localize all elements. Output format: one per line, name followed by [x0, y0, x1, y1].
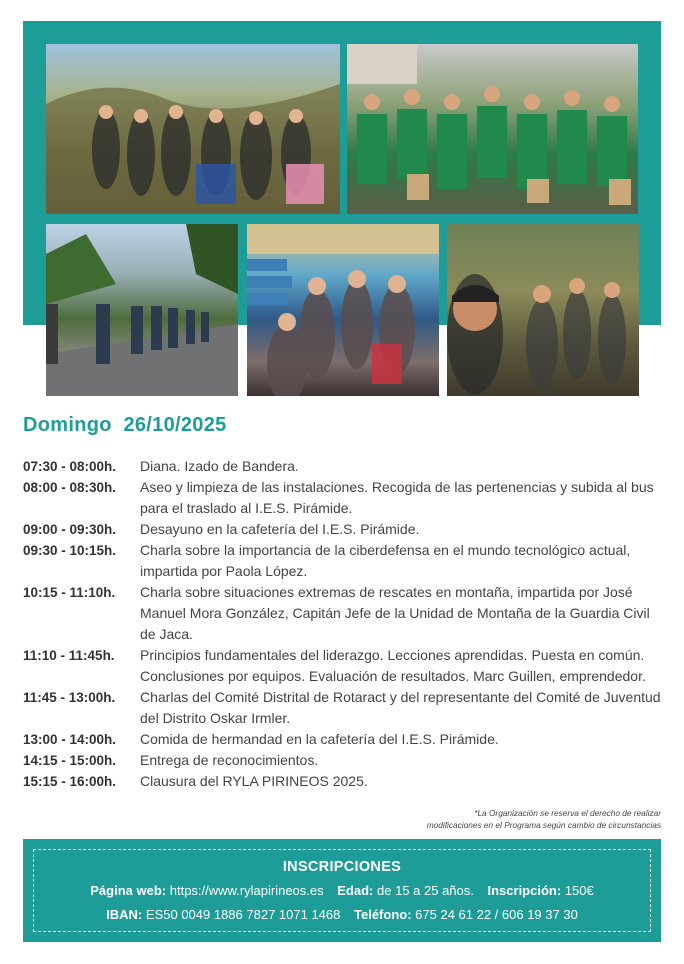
iban-value: ES50 0049 1886 7827 1071 1468	[145, 907, 341, 922]
schedule-description: Desayuno en la cafetería del I.E.S. Pirámide.	[140, 521, 420, 537]
schedule-time: 15:15 - 16:00h.	[23, 774, 117, 789]
schedule-description: Comida de hermandad en la cafetería del I.E.S. Pirámide.	[140, 731, 499, 747]
age-value: de 15 a 25 años.	[377, 883, 474, 898]
fee-value: 150€	[564, 883, 594, 898]
schedule-time: 11:10 - 11:45h.	[23, 648, 115, 663]
schedule-time: 11:45 - 13:00h.	[23, 690, 116, 705]
schedule-time: 10:15 - 11:10h.	[23, 585, 116, 600]
phone-value: 675 24 61 22 / 606 19 37 30	[415, 907, 578, 922]
schedule-time: 08:00 - 08:30h.	[23, 480, 117, 495]
schedule-description: Entrega de reconocimientos.	[140, 752, 319, 768]
disclaimer-line: modificaciones en el Programa según cambio de circunstancias	[426, 820, 661, 830]
schedule-item	[23, 540, 663, 582]
schedule-description: Charlas del Comité Distrital de Rotaract y del representante del Comité de Juventud del Distrito Oskar Irmler.	[140, 689, 661, 726]
photo-group-hall-image	[247, 224, 439, 396]
web-label: Página web:	[90, 883, 167, 898]
schedule-description: Principios fundamentales del liderazgo. Lecciones aprendidas. Puesta en común. Conclusiones por equipos. Evaluación de resultados. Marc Guillen, emprendedor.	[140, 647, 646, 684]
registration-line-web-age-fee	[34, 883, 650, 898]
photo-hikers-mountain-image	[46, 44, 340, 214]
photo-hikers-forest	[447, 224, 639, 396]
photo-hikers-forest-image	[447, 224, 639, 396]
phone-label: Teléfono:	[354, 907, 412, 922]
schedule-description: Aseo y limpieza de las instalaciones. Recogida de las pertenencias y subida al bus para el traslado al I.E.S. Pirámide.	[140, 479, 654, 516]
photo-group-hall	[247, 224, 439, 396]
photo-hikers-mountain	[46, 44, 340, 214]
photo-hikers-road	[46, 224, 238, 396]
photo-hikers-road-image	[46, 224, 238, 396]
schedule-item	[23, 750, 663, 771]
schedule-time: 07:30 - 08:00h.	[23, 459, 117, 474]
schedule-time: 09:30 - 10:15h.	[23, 543, 117, 558]
schedule-item	[23, 477, 663, 519]
disclaimer-note	[341, 807, 661, 831]
schedule-description: Diana. Izado de Bandera.	[140, 458, 299, 474]
registration-line-iban-phone	[34, 907, 650, 922]
schedule-item	[23, 687, 663, 729]
schedule-item	[23, 456, 663, 477]
photo-group-green-shirts	[347, 44, 638, 214]
schedule-item	[23, 582, 663, 645]
registration-box	[23, 839, 661, 942]
schedule-item	[23, 645, 663, 687]
schedule-time: 14:15 - 15:00h.	[23, 753, 117, 768]
schedule-time: 09:00 - 09:30h.	[23, 522, 117, 537]
age-label: Edad:	[337, 883, 374, 898]
disclaimer-line: *La Organización se reserva el derecho de realizar	[474, 808, 661, 818]
iban-label: IBAN:	[106, 907, 143, 922]
day-title: Domingo 26/10/2025	[23, 414, 227, 436]
web-link[interactable]: https://www.rylapirineos.es	[169, 883, 324, 898]
schedule-description: Charla sobre la importancia de la ciberdefensa en el mundo tecnológico actual, impartida por Paola López.	[140, 542, 631, 579]
schedule-item	[23, 729, 663, 750]
schedule-list	[23, 456, 663, 792]
registration-dashed-frame	[33, 849, 651, 932]
schedule-item	[23, 519, 663, 540]
schedule-description: Clausura del RYLA PIRINEOS 2025.	[140, 773, 368, 789]
photo-group-green-shirts-image	[347, 44, 638, 214]
registration-title: INSCRIPCIONES	[282, 859, 402, 875]
schedule-time: 13:00 - 14:00h.	[23, 732, 117, 747]
schedule-item	[23, 771, 663, 792]
schedule-description: Charla sobre situaciones extremas de rescates en montaña, impartida por José Manuel Mora González, Capitán Jefe de la Unidad de Montaña de la Guardia Civil de Jaca.	[140, 584, 650, 642]
fee-label: Inscripción:	[487, 883, 562, 898]
